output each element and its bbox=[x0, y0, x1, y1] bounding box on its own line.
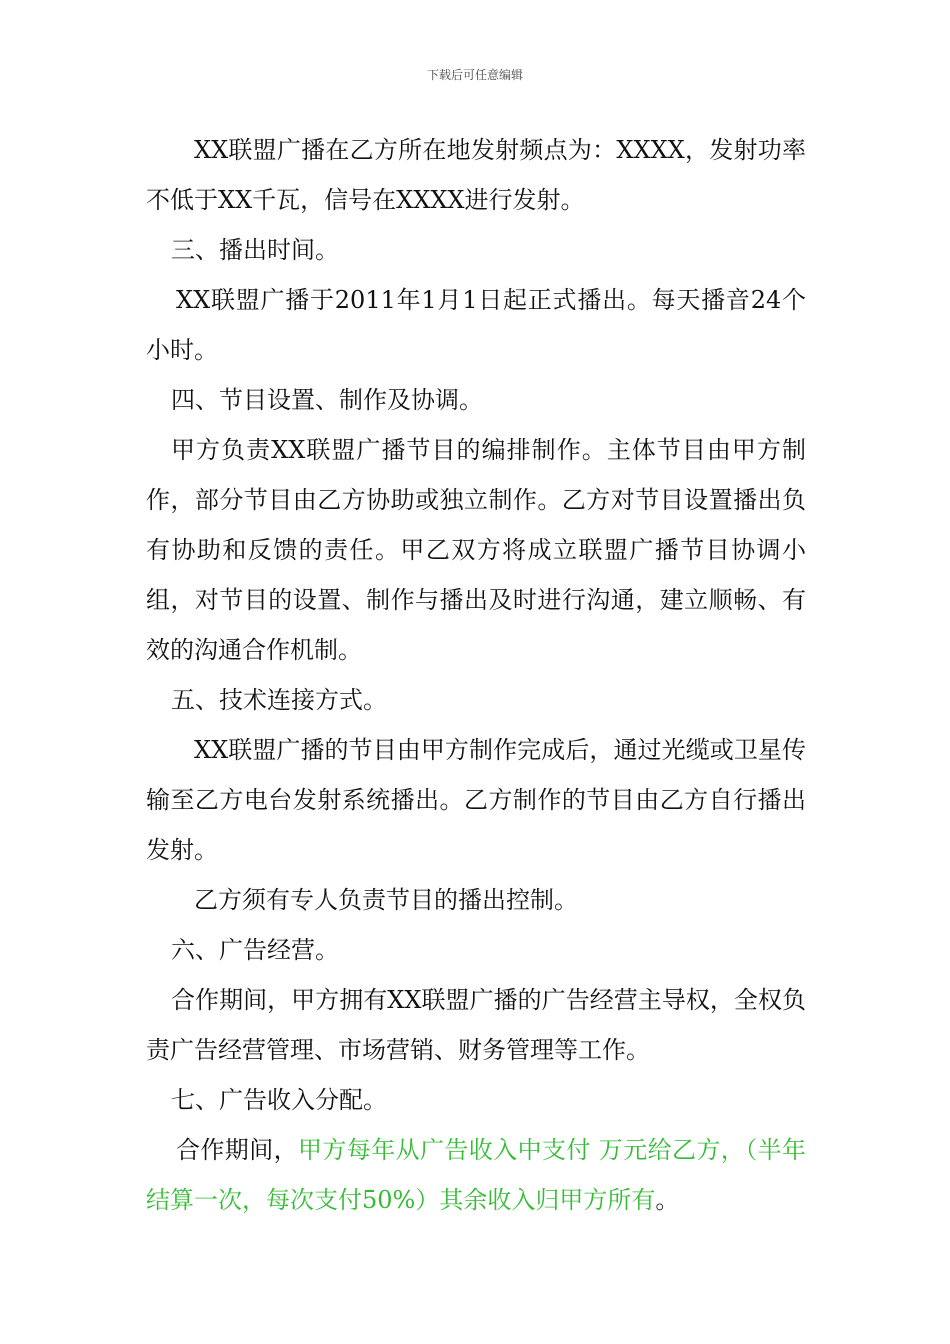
section-heading-technical-connection: 五、技术连接方式。 bbox=[171, 686, 387, 714]
paragraph-broadcast-time: XX联盟广播于2011年1月1日起正式播出。每天播音24个小时。 bbox=[146, 286, 806, 364]
section-heading-advertising: 六、广告经营。 bbox=[171, 936, 339, 964]
paragraph-programming: 甲方负责XX联盟广播节目的编排制作。主体节目由甲方制作，部分节目由乙方协助或独立制作。乙方对节目设置播出负有协助和反馈的责任。甲乙双方将成立联盟广播节目协调小组，对节目的设置、制作与播出及时进行沟通，建立顺畅、有效的沟通合作机制。 bbox=[146, 436, 806, 664]
paragraph-advertising: 合作期间，甲方拥有XX联盟广播的广告经营主导权，全权负责广告经营管理、市场营销、财务管理等工作。 bbox=[146, 986, 806, 1064]
section-heading-programming: 四、节目设置、制作及协调。 bbox=[171, 386, 483, 414]
revenue-split-highlight: 甲方每年从广告收入中支付 万元给乙方，（半年结算一次，每次支付50%）其余收入归甲方所有 bbox=[146, 1136, 806, 1214]
paragraph-transmission: XX联盟广播在乙方所在地发射频点为：XXXX，发射功率不低于XX千瓦，信号在XXXX进行发射。 bbox=[146, 136, 806, 214]
revenue-split-suffix: 。 bbox=[655, 1186, 680, 1214]
document-body bbox=[146, 125, 806, 1225]
paragraph-technical-connection: XX联盟广播的节目由甲方制作完成后，通过光缆或卫星传输至乙方电台发射系统播出。乙方制作的节目由乙方自行播出发射。 bbox=[146, 736, 806, 864]
paragraph-revenue-split bbox=[146, 1125, 806, 1225]
paragraph-broadcast-control: 乙方须有专人负责节目的播出控制。 bbox=[194, 886, 578, 914]
revenue-split-prefix: 合作期间， bbox=[176, 1136, 298, 1164]
page-header: 下载后可任意编辑 bbox=[426, 68, 523, 82]
section-heading-broadcast-time: 三、播出时间。 bbox=[171, 236, 339, 264]
section-heading-revenue-split: 七、广告收入分配。 bbox=[171, 1086, 387, 1114]
